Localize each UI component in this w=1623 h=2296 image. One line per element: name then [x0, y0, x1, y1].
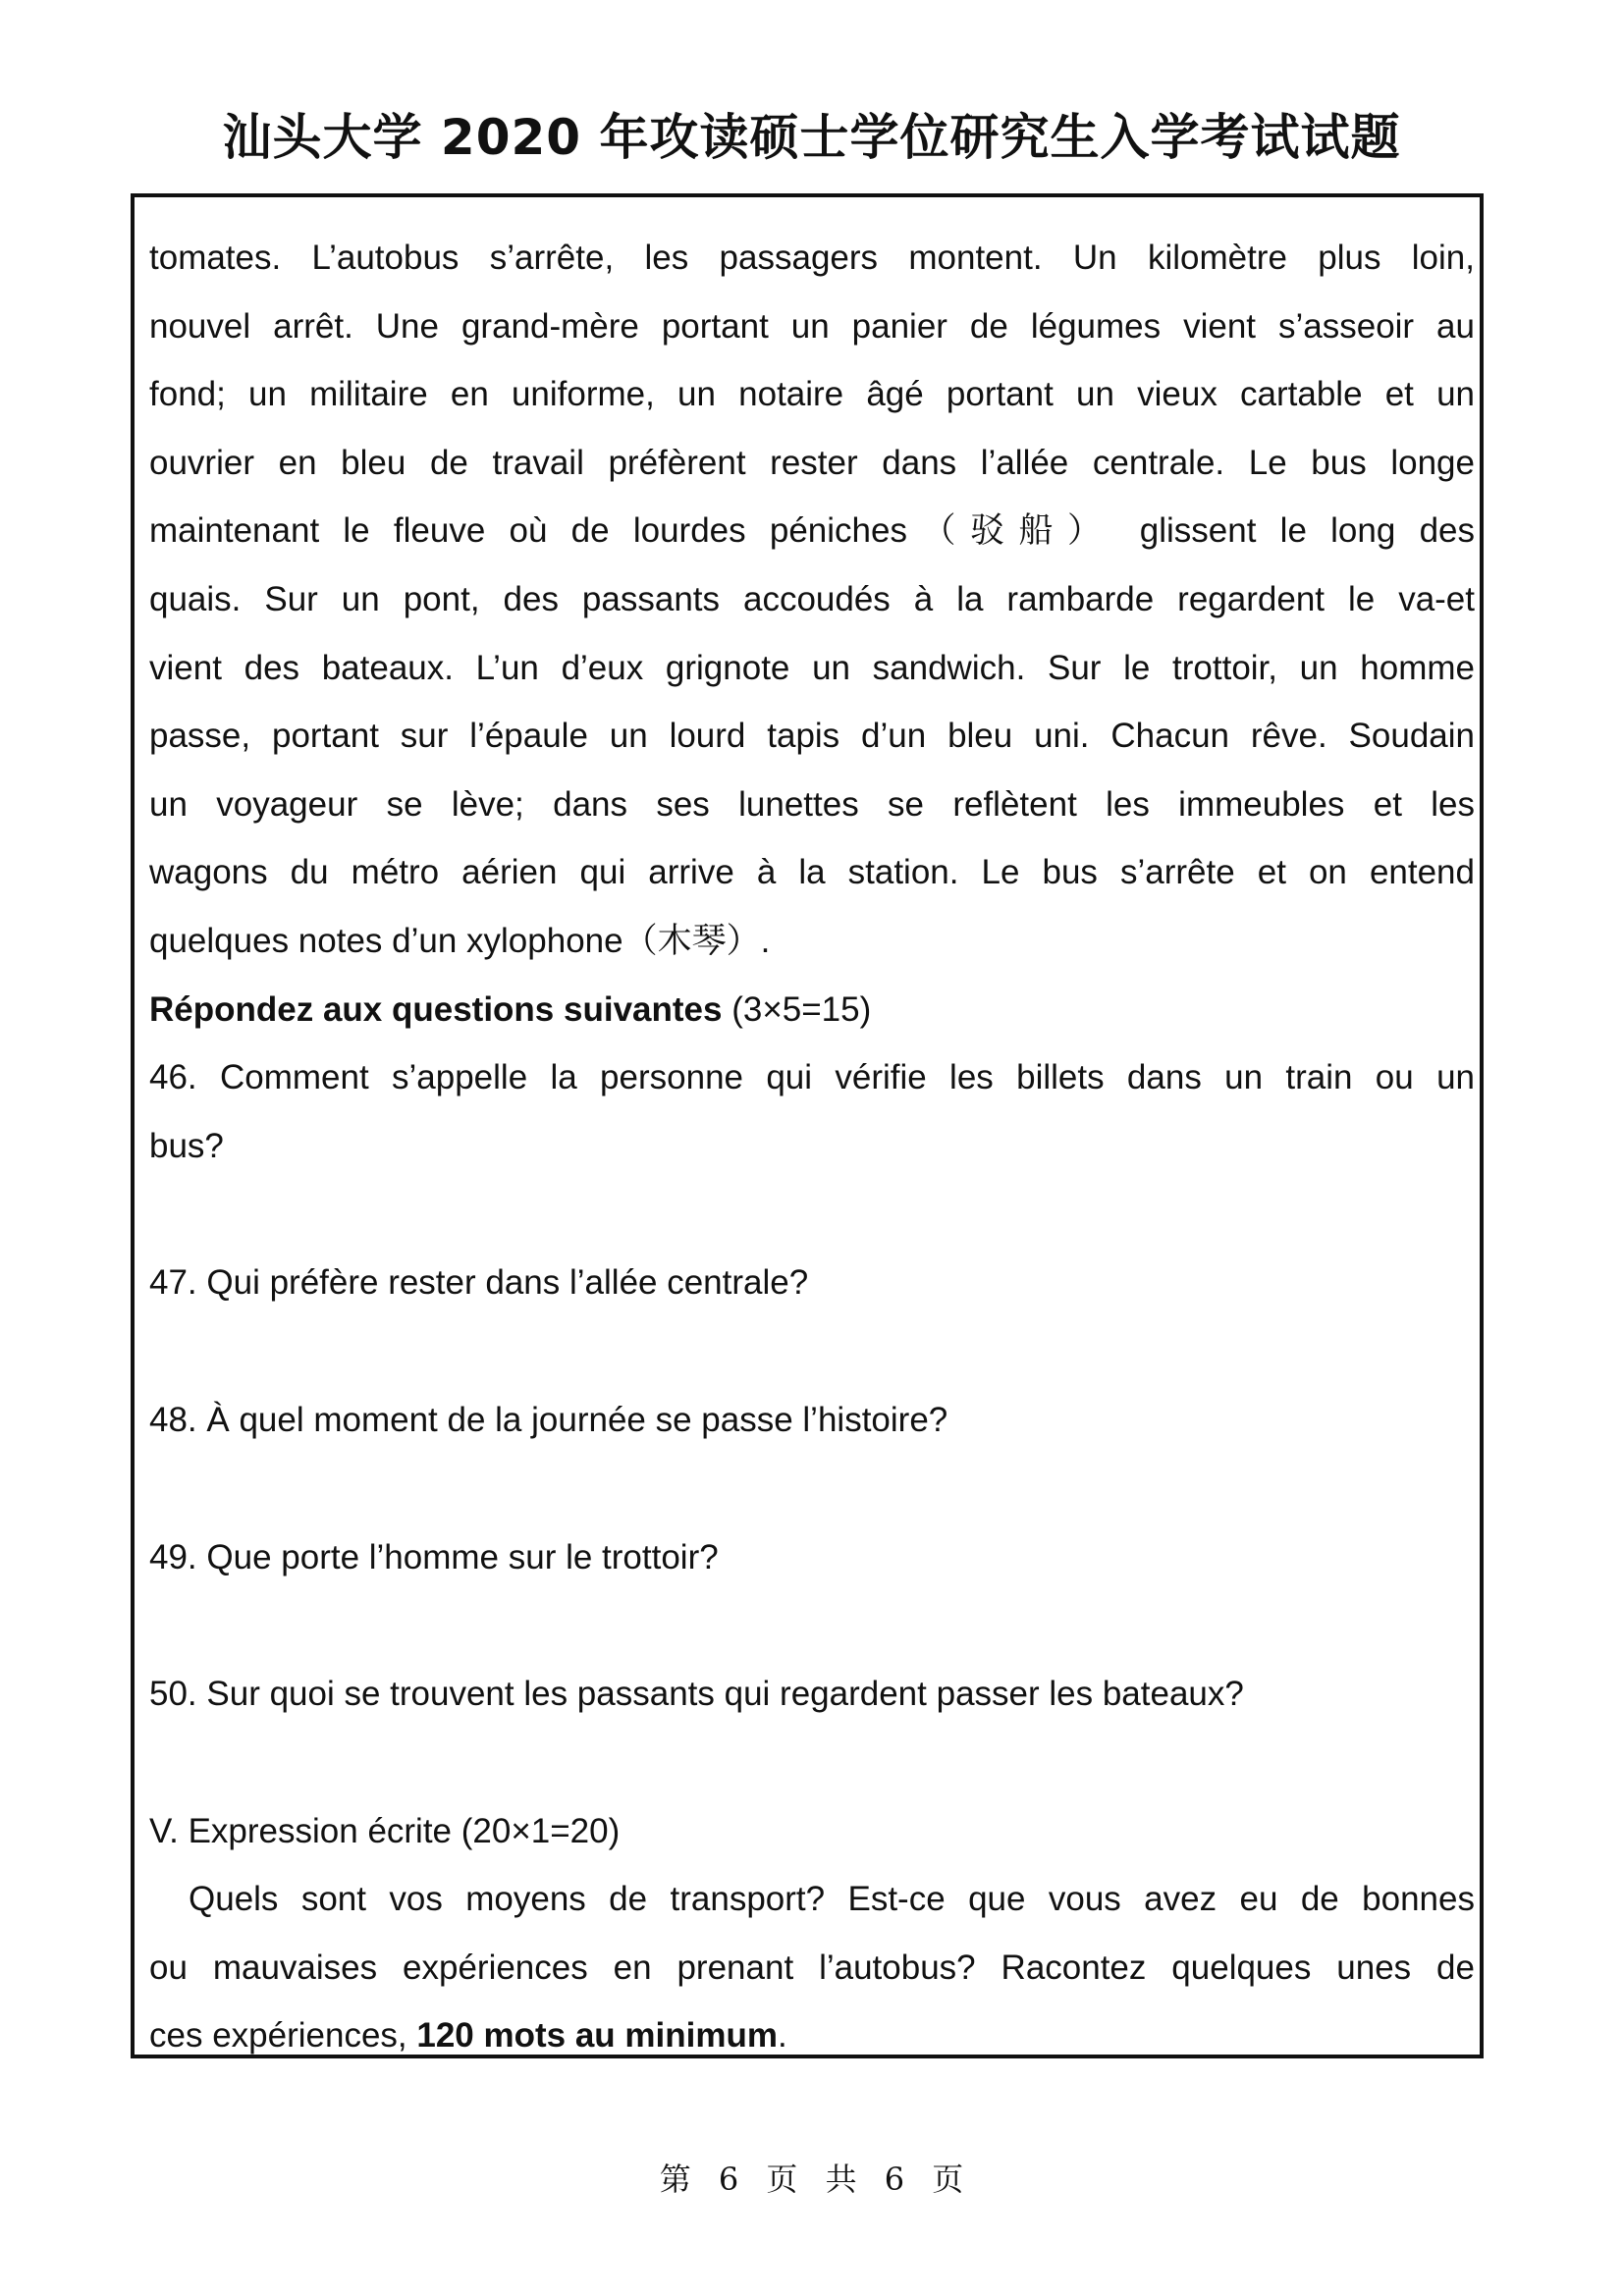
answer-space — [149, 1317, 1475, 1386]
reading-passage — [149, 224, 1475, 976]
passage-line: vient des bateaux. L’un d’eux grignote un sandwich. Sur le trottoir, un homme — [149, 648, 1475, 687]
writing-heading: V. Expression écrite (20×1=20) — [149, 1811, 621, 1850]
answer-space — [149, 1591, 1475, 1660]
page-number: 第 6 页 共 6 页 — [659, 2161, 964, 2198]
writing-line: Quels sont vos moyens de transport? Est-ce que vous avez eu de bonnes — [189, 1880, 1475, 1919]
passage-line: fond; un militaire en uniforme, un notaire âgé portant un vieux cartable et un — [149, 375, 1475, 414]
answer-space — [149, 1455, 1475, 1523]
word-count-requirement: 120 mots au minimum — [416, 2016, 778, 2056]
questions-heading-label: Répondez aux questions suivantes — [149, 989, 723, 1029]
question-48: 48. À quel moment de la journée se passe l’histoire? — [149, 1400, 948, 1439]
writing-line: ou mauvaises expériences en prenant l’autobus? Racontez quelques unes de — [149, 1948, 1475, 1987]
passage-line: ouvrier en bleu de travail préfèrent rester dans l’allée centrale. Le bus longe — [149, 443, 1475, 482]
exam-title: 汕头大学 2020 年攻读硕士学位研究生入学考试试题 — [222, 109, 1401, 166]
questions-heading-score: (3×5=15) — [722, 989, 872, 1029]
passage-line: tomates. L’autobus s’arrête, les passagers montent. Un kilomètre plus loin, — [149, 239, 1475, 277]
passage-line: un voyageur se lève; dans ses lunettes se reflètent les immeubles et les — [149, 784, 1475, 824]
passage-line: wagons du métro aérien qui arrive à la station. Le bus s’arrête et on entend — [149, 853, 1475, 892]
question-50: 50. Sur quoi se trouvent les passants qui regardent passer les bateaux? — [149, 1675, 1244, 1714]
passage-line: maintenant le fleuve où de lourdes péniches（驳船） glissent le long des — [149, 511, 1475, 551]
passage-last-line: quelques notes d’un xylophone（木琴）. — [149, 921, 771, 960]
question-47: 47. Qui préfère rester dans l’allée centrale? — [149, 1263, 809, 1303]
question-46-line2: bus? — [149, 1126, 224, 1165]
answer-space — [149, 1729, 1475, 1797]
passage-line: quais. Sur un pont, des passants accoudés à la rambarde regardent le va-et — [149, 579, 1475, 618]
answer-space — [149, 1180, 1475, 1249]
passage-line: nouvel arrêt. Une grand-mère portant un panier de légumes vient s’asseoir au — [149, 306, 1475, 346]
writing-suffix: . — [777, 2016, 787, 2056]
question-46-line1: 46. Comment s’appelle la personne qui vérifie les billets dans un train ou un — [149, 1058, 1475, 1097]
exam-content — [149, 224, 1475, 2070]
passage-line: passe, portant sur l’épaule un lourd tapis d’un bleu uni. Chacun rêve. Soudain — [149, 717, 1475, 756]
questions-heading — [149, 976, 1475, 1044]
writing-last-line — [149, 2002, 1475, 2070]
writing-prefix: ces expériences, — [149, 2016, 417, 2056]
question-49: 49. Que porte l’homme sur le trottoir? — [149, 1537, 719, 1576]
